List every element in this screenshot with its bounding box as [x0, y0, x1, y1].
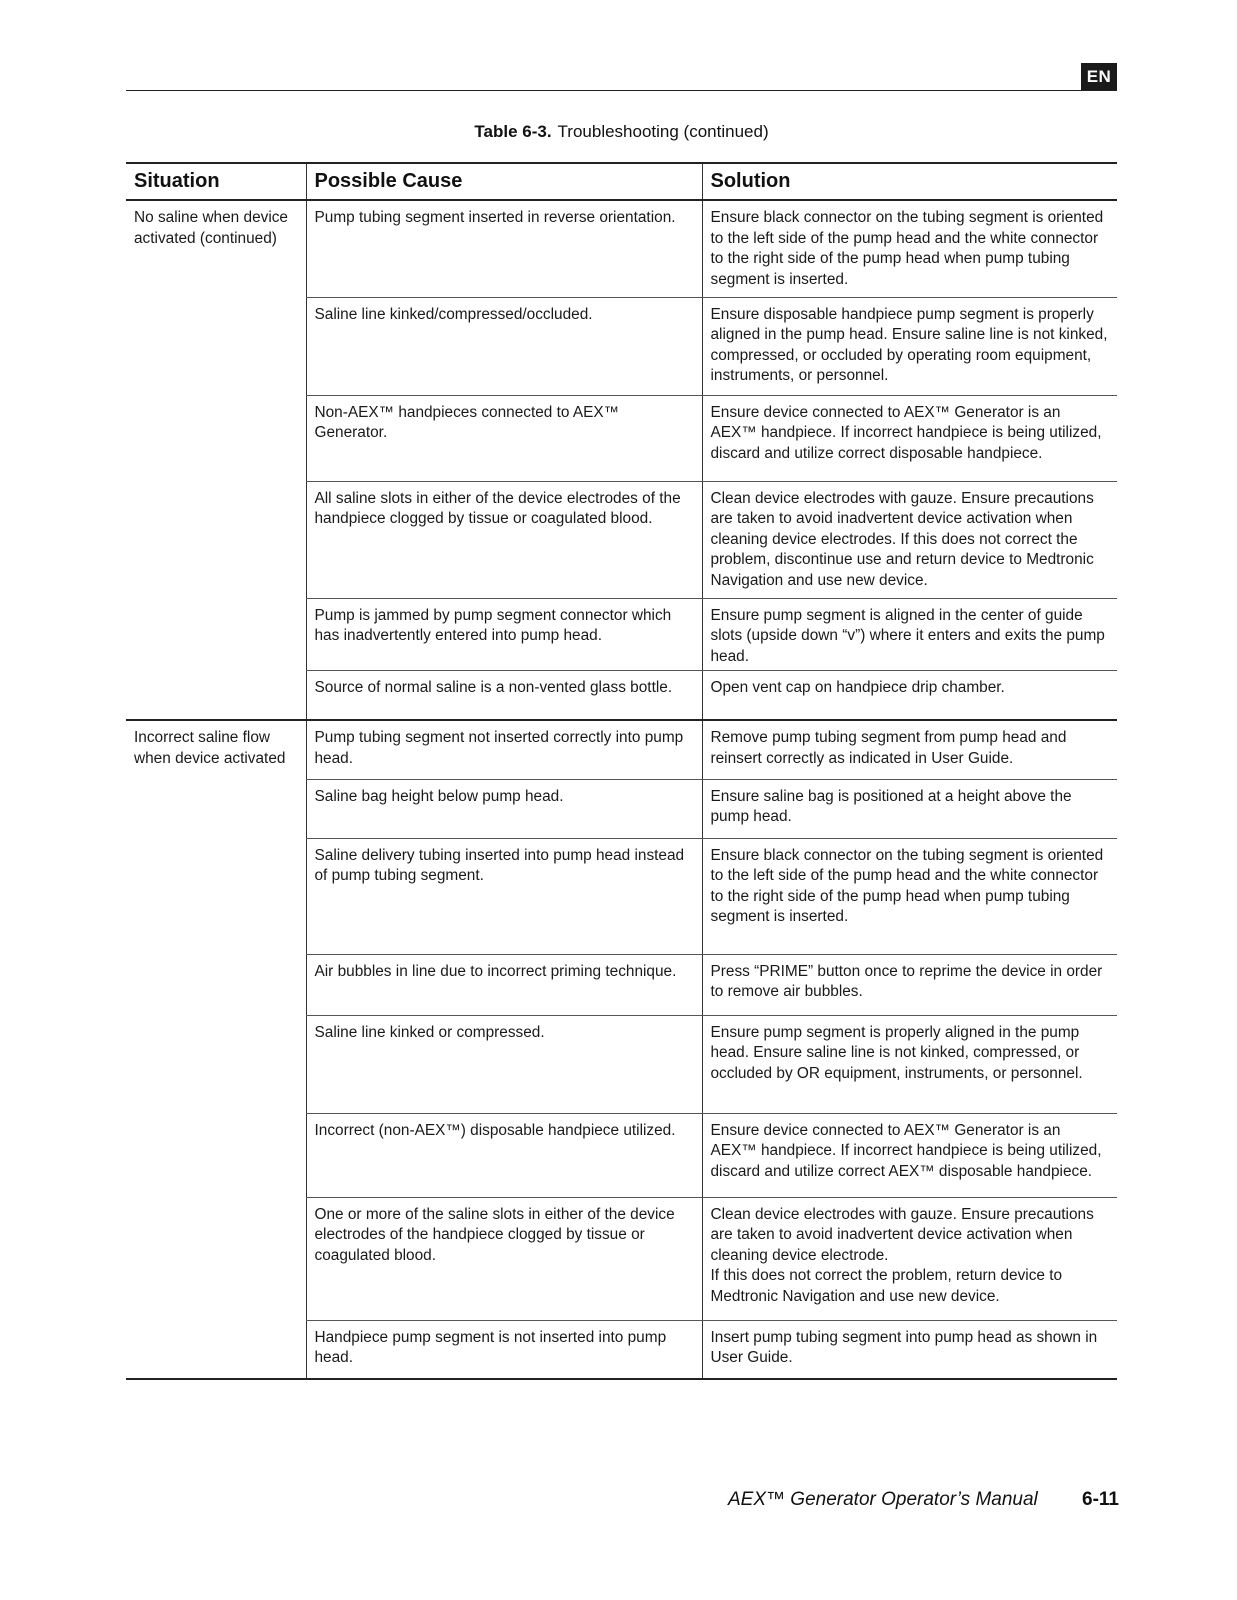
solution-cell: Ensure pump segment is properly aligned in the pump head. Ensure saline line is not kinked, compressed, or occluded by OR equipment, instruments, or personnel. — [702, 1015, 1117, 1113]
table-row — [126, 200, 1117, 297]
possible-cause-cell: Incorrect (non-AEX™) disposable handpiece utilized. — [306, 1113, 702, 1197]
language-badge: EN — [1081, 63, 1117, 90]
table-caption-number: Table 6-3. — [474, 122, 552, 141]
header-rule — [126, 90, 1117, 91]
possible-cause-cell: Saline line kinked/compressed/occluded. — [306, 297, 702, 395]
solution-cell: Press “PRIME” button once to reprime the device in order to remove air bubbles. — [702, 954, 1117, 1015]
column-header-possible-cause: Possible Cause — [306, 163, 702, 200]
solution-cell: Insert pump tubing segment into pump head as shown in User Guide. — [702, 1320, 1117, 1379]
column-header-solution: Solution — [702, 163, 1117, 200]
column-header-situation: Situation — [126, 163, 306, 200]
possible-cause-cell: Pump tubing segment inserted in reverse orientation. — [306, 200, 702, 297]
solution-cell: Remove pump tubing segment from pump head and reinsert correctly as indicated in User Guide. — [702, 720, 1117, 779]
solution-cell: Clean device electrodes with gauze. Ensure precautions are taken to avoid inadvertent device activation when cleaning device electrode. If this does not correct the problem, return device to Medtronic Navigation and use new device. — [702, 1197, 1117, 1320]
possible-cause-cell: Pump tubing segment not inserted correctly into pump head. — [306, 720, 702, 779]
solution-cell: Open vent cap on handpiece drip chamber. — [702, 670, 1117, 720]
solution-cell: Ensure pump segment is aligned in the center of guide slots (upside down “v”) where it enters and exits the pump head. — [702, 598, 1117, 670]
possible-cause-cell: One or more of the saline slots in either of the device electrodes of the handpiece clogged by tissue or coagulated blood. — [306, 1197, 702, 1320]
footer-manual-title: AEX™ Generator Operator’s Manual — [728, 1489, 1038, 1510]
possible-cause-cell: Non-AEX™ handpieces connected to AEX™ Generator. — [306, 395, 702, 481]
solution-cell: Clean device electrodes with gauze. Ensure precautions are taken to avoid inadvertent device activation when cleaning device electrodes. If this does not correct the problem, discontinue use and return device to Medtronic Navigation and use new device. — [702, 481, 1117, 598]
possible-cause-cell: Source of normal saline is a non-vented glass bottle. — [306, 670, 702, 720]
footer-page-number: 6-11 — [1082, 1489, 1119, 1510]
solution-cell: Ensure disposable handpiece pump segment is properly aligned in the pump head. Ensure saline line is not kinked, compressed, or occluded by operating room equipment, instruments, or personnel. — [702, 297, 1117, 395]
troubleshooting-table — [126, 162, 1117, 1380]
solution-cell: Ensure device connected to AEX™ Generator is an AEX™ handpiece. If incorrect handpiece is being utilized, discard and utilize correct AEX™ disposable handpiece. — [702, 1113, 1117, 1197]
possible-cause-cell: Handpiece pump segment is not inserted into pump head. — [306, 1320, 702, 1379]
possible-cause-cell: All saline slots in either of the device electrodes of the handpiece clogged by tissue or coagulated blood. — [306, 481, 702, 598]
solution-cell: Ensure black connector on the tubing segment is oriented to the left side of the pump head and the white connector to the right side of the pump head when pump tubing segment is inserted. — [702, 200, 1117, 297]
situation-cell: No saline when device activated (continued) — [126, 200, 306, 720]
table-header-row — [126, 163, 1117, 200]
solution-cell: Ensure black connector on the tubing segment is oriented to the left side of the pump head and the white connector to the right side of the pump head when pump tubing segment is inserted. — [702, 838, 1117, 954]
table-row — [126, 720, 1117, 779]
possible-cause-cell: Saline line kinked or compressed. — [306, 1015, 702, 1113]
possible-cause-cell: Air bubbles in line due to incorrect priming technique. — [306, 954, 702, 1015]
possible-cause-cell: Saline bag height below pump head. — [306, 779, 702, 838]
situation-cell: Incorrect saline flow when device activated — [126, 720, 306, 1379]
possible-cause-cell: Saline delivery tubing inserted into pump head instead of pump tubing segment. — [306, 838, 702, 954]
possible-cause-cell: Pump is jammed by pump segment connector which has inadvertently entered into pump head. — [306, 598, 702, 670]
table-caption — [126, 122, 1117, 142]
table-caption-text: Troubleshooting (continued) — [557, 122, 769, 141]
solution-cell: Ensure device connected to AEX™ Generator is an AEX™ handpiece. If incorrect handpiece is being utilized, discard and utilize correct disposable handpiece. — [702, 395, 1117, 481]
solution-cell: Ensure saline bag is positioned at a height above the pump head. — [702, 779, 1117, 838]
